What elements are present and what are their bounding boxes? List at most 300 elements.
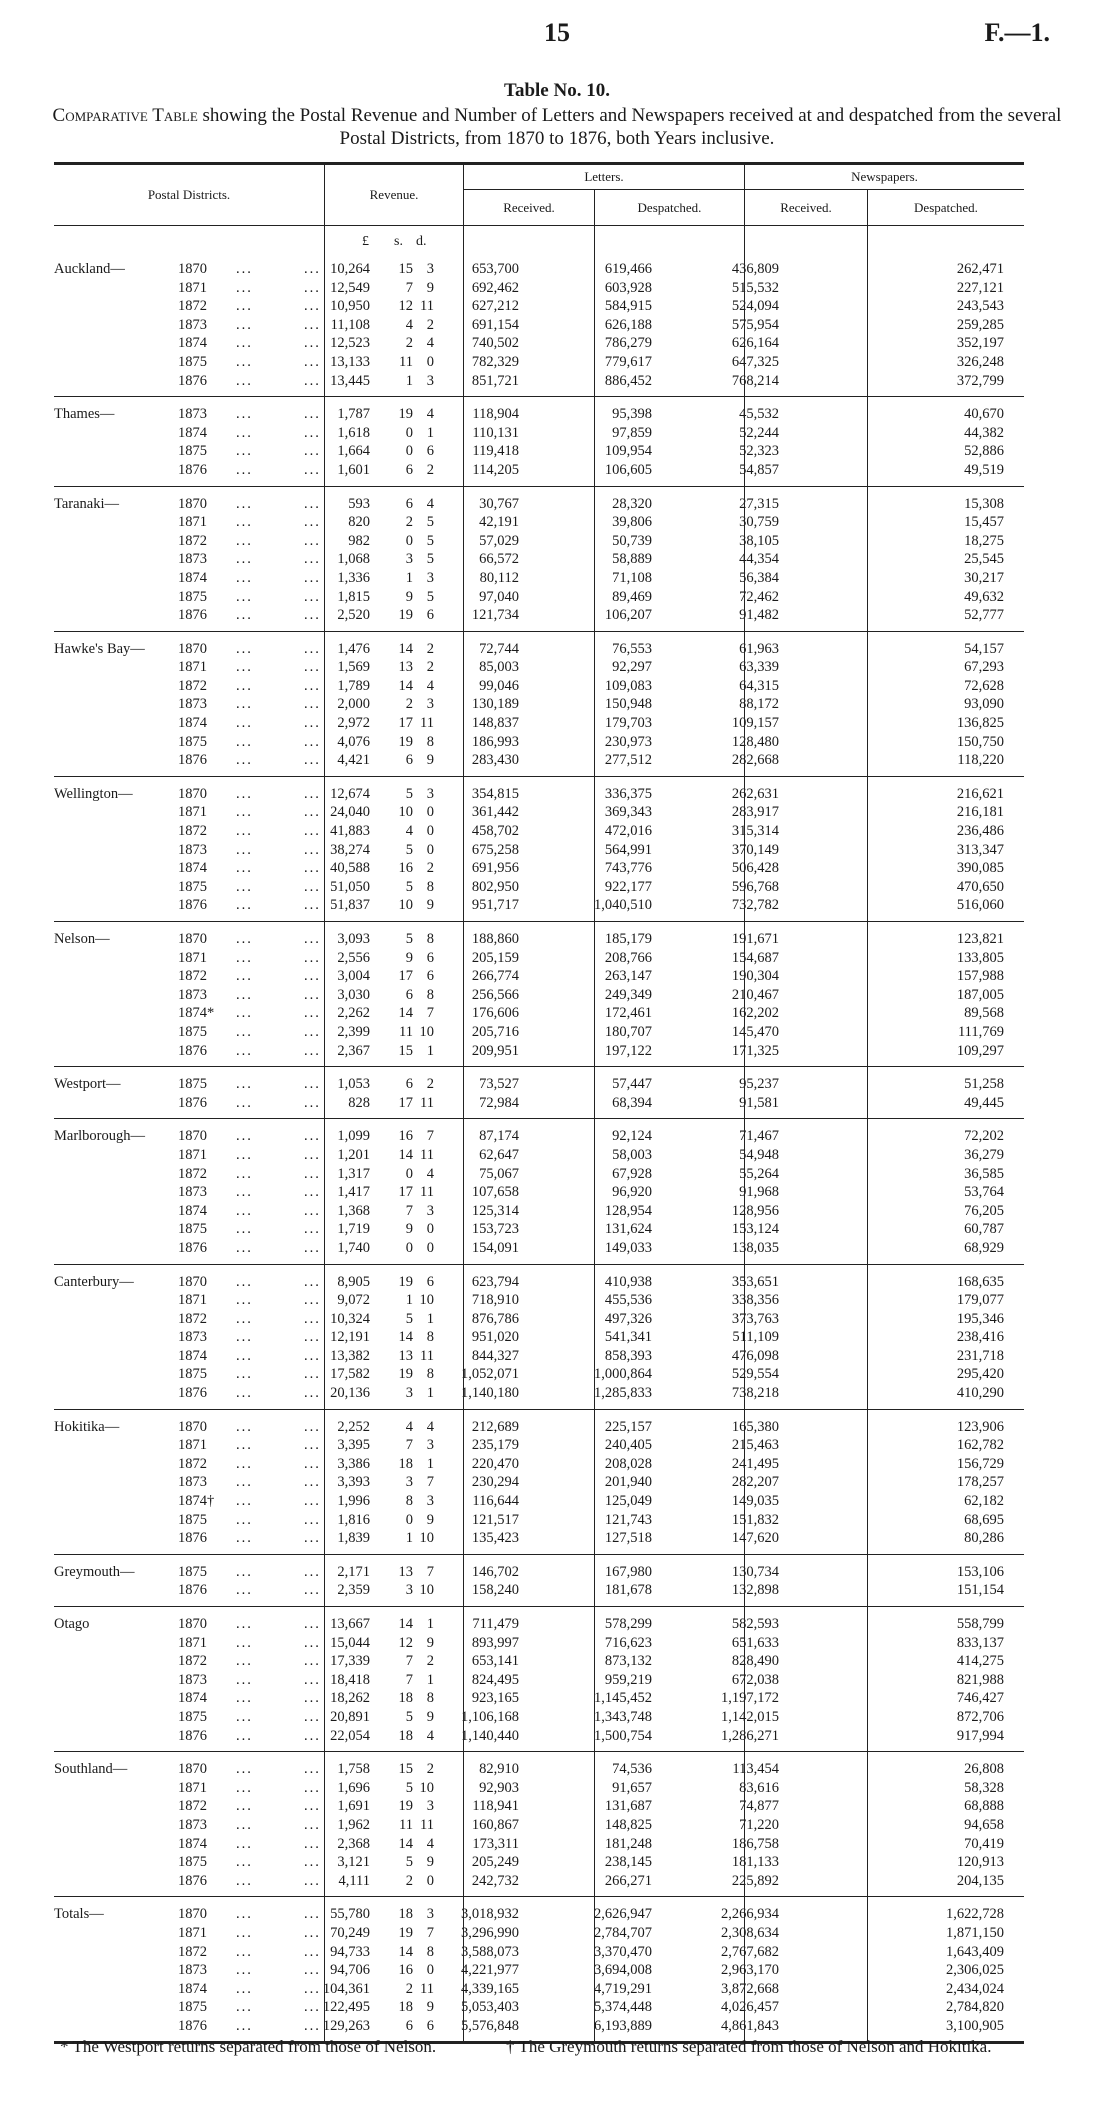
- letters-received: 114,205: [472, 461, 519, 478]
- revenue-pence: 0: [426, 1239, 434, 1256]
- revenue-pounds: 12,674: [330, 785, 370, 802]
- newspapers-despatched: 390,085: [956, 860, 1004, 877]
- leader-dots: ...: [236, 461, 253, 478]
- letters-received: 740,502: [471, 335, 519, 352]
- leader-dots: ...: [236, 1165, 253, 1182]
- newspapers-despatched: 2,434,024: [946, 1980, 1004, 1997]
- revenue-pounds: 18,262: [330, 1690, 370, 1707]
- revenue-pence: 7: [426, 1924, 434, 1941]
- leader-dots: ...: [304, 1634, 321, 1651]
- revenue-pence: 9: [426, 1511, 434, 1528]
- leader-dots: ...: [304, 659, 321, 676]
- divider: [324, 165, 325, 225]
- newspapers-despatched: 52,777: [964, 607, 1004, 624]
- newspapers-despatched: 1,871,150: [946, 1924, 1004, 1941]
- leader-dots: ...: [304, 1816, 321, 1833]
- revenue-pence: 5: [426, 588, 434, 605]
- year-cell: 1871: [178, 1924, 207, 1941]
- revenue-pence: 7: [426, 1474, 434, 1491]
- table-row: [54, 461, 1024, 480]
- revenue-shillings: 3: [405, 1582, 413, 1599]
- revenue-pence: 7: [426, 1128, 434, 1145]
- district-name: Canterbury—: [54, 1273, 134, 1290]
- leader-dots: ...: [236, 1366, 253, 1383]
- letters-received: 951,717: [471, 897, 519, 914]
- revenue-pounds: 1,099: [337, 1128, 370, 1145]
- district-group: [54, 922, 1024, 1067]
- revenue-pounds: 1,336: [337, 569, 370, 586]
- table-row: [54, 1905, 1024, 1924]
- district-name: Thames—: [54, 406, 115, 423]
- revenue-shillings: 2: [405, 1872, 413, 1889]
- leader-dots: ...: [236, 1708, 253, 1725]
- letters-despatched: 109,954: [604, 443, 652, 460]
- year-cell: 1876: [178, 461, 207, 478]
- table-row: [54, 878, 1024, 897]
- leader-dots: ...: [304, 298, 321, 315]
- newspapers-despatched: 558,799: [956, 1616, 1004, 1632]
- revenue-pounds: 3,030: [337, 986, 370, 1003]
- revenue-pence: 9: [426, 1854, 434, 1871]
- letters-received: 3,588,073: [461, 1943, 519, 1960]
- table-row: [54, 424, 1024, 443]
- revenue-shillings: 5: [405, 878, 413, 895]
- newspapers-despatched: 123,906: [956, 1418, 1004, 1435]
- revenue-pounds: 104,361: [322, 1980, 370, 1997]
- revenue-shillings: 5: [405, 785, 413, 802]
- revenue-pence: 8: [426, 1366, 434, 1383]
- leader-dots: ...: [236, 785, 253, 802]
- leader-dots: ...: [304, 785, 321, 802]
- revenue-pence: 1: [426, 1385, 434, 1402]
- table-row: [54, 1563, 1024, 1582]
- letters-received: 220,470: [471, 1455, 519, 1472]
- year-cell: 1874: [178, 715, 207, 732]
- letters-received: 711,479: [472, 1616, 519, 1632]
- newspapers-received: 575,954: [731, 316, 779, 333]
- revenue-shillings: 18: [398, 1727, 413, 1744]
- year-cell: 1872: [178, 823, 207, 840]
- newspapers-received: 828,490: [731, 1653, 779, 1670]
- revenue-pence: 3: [426, 785, 434, 802]
- revenue-pounds: 122,495: [322, 1999, 370, 2016]
- newspapers-despatched: 76,205: [964, 1202, 1004, 1219]
- revenue-pounds: 94,733: [330, 1943, 370, 1960]
- letters-despatched: 238,145: [604, 1854, 652, 1871]
- revenue-pence: 6: [426, 2017, 434, 2034]
- unit-pence: d.: [416, 234, 427, 249]
- letters-received: 361,442: [471, 804, 519, 821]
- revenue-pounds: 94,706: [330, 1962, 370, 1979]
- newspapers-received: 651,633: [731, 1634, 779, 1651]
- newspapers-received: 282,668: [731, 752, 779, 769]
- district-group: [54, 397, 1024, 486]
- revenue-shillings: 17: [398, 968, 413, 985]
- revenue-pounds: 4,076: [337, 733, 370, 750]
- newspapers-despatched: 3,100,905: [946, 2017, 1004, 2034]
- leader-dots: ...: [304, 1582, 321, 1599]
- letters-despatched: 197,122: [604, 1042, 652, 1059]
- letters-received: 5,053,403: [461, 1999, 519, 2016]
- revenue-pence: 4: [426, 1727, 434, 1744]
- leader-dots: ...: [304, 677, 321, 694]
- letters-received: 627,212: [471, 298, 519, 315]
- letters-received: 242,732: [471, 1872, 519, 1889]
- leader-dots: ...: [236, 353, 253, 370]
- letters-received: 30,767: [479, 495, 519, 512]
- newspapers-received: 91,581: [739, 1094, 779, 1111]
- revenue-shillings: 4: [405, 1418, 413, 1435]
- revenue-shillings: 6: [405, 2017, 413, 2034]
- letters-despatched: 369,343: [604, 804, 652, 821]
- revenue-shillings: 7: [405, 279, 413, 296]
- newspapers-received: 52,323: [739, 443, 779, 460]
- table-row: [54, 1455, 1024, 1474]
- letters-received: 97,040: [479, 588, 519, 605]
- leader-dots: ...: [236, 1906, 253, 1923]
- newspapers-despatched: 53,764: [964, 1184, 1004, 1201]
- revenue-shillings: 6: [405, 1076, 413, 1093]
- district-group: [54, 1897, 1024, 2044]
- revenue-pence: 4: [426, 1835, 434, 1852]
- year-cell: 1875: [178, 353, 207, 370]
- district-group: [54, 1265, 1024, 1410]
- revenue-pounds: 12,549: [330, 279, 370, 296]
- revenue-shillings: 14: [398, 1835, 413, 1852]
- leader-dots: ...: [304, 804, 321, 821]
- table-row: [54, 550, 1024, 569]
- letters-despatched: 3,694,008: [594, 1962, 652, 1979]
- revenue-shillings: 5: [405, 931, 413, 947]
- revenue-pounds: 1,691: [337, 1798, 370, 1815]
- letters-despatched: 3,370,470: [594, 1943, 652, 1960]
- table-row: [54, 1943, 1024, 1962]
- revenue-pence: 2: [426, 860, 434, 877]
- district-name: Auckland—: [54, 261, 125, 277]
- letters-despatched: 240,405: [604, 1437, 652, 1454]
- newspapers-received: 83,616: [739, 1779, 779, 1796]
- table-row: [54, 1727, 1024, 1746]
- leader-dots: ...: [236, 1437, 253, 1454]
- letters-despatched: 208,766: [604, 949, 652, 966]
- newspapers-received: 191,671: [731, 931, 779, 947]
- revenue-pounds: 1,996: [337, 1493, 370, 1510]
- newspapers-received: 506,428: [731, 860, 779, 877]
- leader-dots: ...: [236, 640, 253, 657]
- leader-dots: ...: [236, 659, 253, 676]
- table-row: [54, 640, 1024, 659]
- revenue-pounds: 1,569: [337, 659, 370, 676]
- leader-dots: ...: [304, 841, 321, 858]
- newspapers-despatched: 746,427: [956, 1690, 1004, 1707]
- leader-dots: ...: [236, 1273, 253, 1290]
- year-cell: 1876: [178, 372, 207, 389]
- revenue-pounds: 41,883: [330, 823, 370, 840]
- revenue-pence: 11: [420, 1347, 434, 1364]
- revenue-pence: 6: [426, 949, 434, 966]
- revenue-pounds: 10,264: [330, 261, 370, 277]
- revenue-pence: 2: [426, 1653, 434, 1670]
- letters-despatched: 201,940: [604, 1474, 652, 1491]
- revenue-pounds: 13,133: [330, 353, 370, 370]
- letters-received: 824,495: [471, 1671, 519, 1688]
- letters-received: 42,191: [479, 514, 519, 531]
- revenue-pence: 4: [426, 406, 434, 423]
- leader-dots: ...: [304, 1727, 321, 1744]
- revenue-pounds: 10,324: [330, 1310, 370, 1327]
- newspapers-despatched: 54,157: [964, 640, 1004, 657]
- letters-despatched: 67,928: [612, 1165, 652, 1182]
- letters-received: 99,046: [479, 677, 519, 694]
- leader-dots: ...: [236, 1202, 253, 1219]
- table-row: [54, 1998, 1024, 2017]
- letters-despatched: 922,177: [604, 878, 652, 895]
- newspapers-despatched: 68,888: [964, 1798, 1004, 1815]
- leader-dots: ...: [236, 424, 253, 441]
- year-cell: 1874: [178, 1690, 207, 1707]
- leader-dots: ...: [304, 968, 321, 985]
- table-row: [54, 1220, 1024, 1239]
- letters-despatched: 91,657: [612, 1779, 652, 1796]
- table-row: [54, 372, 1024, 391]
- year-cell: 1873: [178, 1962, 207, 1979]
- leader-dots: ...: [236, 372, 253, 389]
- leader-dots: ...: [236, 1962, 253, 1979]
- year-cell: 1873: [178, 1329, 207, 1346]
- leader-dots: ...: [236, 823, 253, 840]
- newspapers-received: 74,877: [739, 1798, 779, 1815]
- table-row: [54, 930, 1024, 949]
- leader-dots: ...: [236, 1347, 253, 1364]
- divider: [594, 190, 595, 225]
- leader-dots: ...: [304, 1653, 321, 1670]
- newspapers-received: 190,304: [731, 968, 779, 985]
- table-row: [54, 1652, 1024, 1671]
- newspapers-received: 130,734: [731, 1563, 779, 1580]
- revenue-pence: 9: [426, 752, 434, 769]
- revenue-pounds: 1,618: [337, 424, 370, 441]
- newspapers-despatched: 67,293: [964, 659, 1004, 676]
- leader-dots: ...: [236, 261, 253, 277]
- letters-despatched: 106,605: [604, 461, 652, 478]
- table-row: [54, 1075, 1024, 1094]
- revenue-pence: 8: [426, 1329, 434, 1346]
- leader-dots: ...: [304, 1329, 321, 1346]
- year-cell: 1874: [178, 1347, 207, 1364]
- letters-despatched: 455,536: [604, 1292, 652, 1309]
- leader-dots: ...: [304, 1906, 321, 1923]
- year-cell: 1875: [178, 1708, 207, 1725]
- revenue-shillings: 18: [398, 1690, 413, 1707]
- table-row: [54, 1273, 1024, 1292]
- revenue-pounds: 3,004: [337, 968, 370, 985]
- year-cell: 1871: [178, 1146, 207, 1163]
- letters-despatched: 779,617: [604, 353, 652, 370]
- revenue-pounds: 1,317: [337, 1165, 370, 1182]
- newspapers-despatched: 216,621: [956, 785, 1004, 802]
- year-cell: 1874: [178, 1980, 207, 1997]
- revenue-shillings: 0: [405, 532, 413, 549]
- year-cell: 1873: [178, 696, 207, 713]
- revenue-pence: 5: [426, 514, 434, 531]
- newspapers-received: 64,315: [739, 677, 779, 694]
- newspapers-despatched: 227,121: [956, 279, 1004, 296]
- revenue-shillings: 15: [398, 1042, 413, 1059]
- letters-despatched: 74,536: [612, 1761, 652, 1778]
- leader-dots: ...: [304, 1005, 321, 1022]
- table-row: [54, 513, 1024, 532]
- revenue-pounds: 10,950: [330, 298, 370, 315]
- newspapers-despatched: 216,181: [956, 804, 1004, 821]
- revenue-pounds: 9,072: [337, 1292, 370, 1309]
- revenue-shillings: 16: [398, 1962, 413, 1979]
- letters-received: 5,576,848: [461, 2017, 519, 2034]
- table-row: [54, 1492, 1024, 1511]
- leader-dots: ...: [236, 841, 253, 858]
- revenue-pounds: 17,582: [330, 1366, 370, 1383]
- district-group: [54, 1752, 1024, 1897]
- caption-lead: Comparative Table: [52, 105, 198, 126]
- revenue-pounds: 3,093: [337, 931, 370, 947]
- revenue-shillings: 18: [398, 1999, 413, 2016]
- letters-received: 87,174: [479, 1128, 519, 1145]
- newspapers-despatched: 62,182: [964, 1493, 1004, 1510]
- revenue-pounds: 4,421: [337, 752, 370, 769]
- leader-dots: ...: [304, 1221, 321, 1238]
- letters-despatched: 6,193,889: [594, 2017, 652, 2034]
- revenue-shillings: 5: [405, 1779, 413, 1796]
- newspapers-received: 162,202: [731, 1005, 779, 1022]
- leader-dots: ...: [236, 1854, 253, 1871]
- year-cell: 1873: [178, 406, 207, 423]
- newspapers-despatched: 178,257: [956, 1474, 1004, 1491]
- revenue-pence: 4: [426, 1165, 434, 1182]
- newspapers-despatched: 36,279: [964, 1146, 1004, 1163]
- revenue-shillings: 13: [398, 1563, 413, 1580]
- newspapers-despatched: 243,543: [956, 298, 1004, 315]
- letters-despatched: 249,349: [604, 986, 652, 1003]
- district-name: Hawke's Bay—: [54, 640, 145, 657]
- revenue-pence: 4: [426, 335, 434, 352]
- revenue-shillings: 19: [398, 1798, 413, 1815]
- revenue-shillings: 8: [405, 1493, 413, 1510]
- revenue-pounds: 24,040: [330, 804, 370, 821]
- revenue-shillings: 14: [398, 1329, 413, 1346]
- table-row: [54, 803, 1024, 822]
- table-row: [54, 1581, 1024, 1600]
- newspapers-despatched: 2,306,025: [946, 1962, 1004, 1979]
- revenue-pounds: 38,274: [330, 841, 370, 858]
- table-row: [54, 532, 1024, 551]
- revenue-pence: 10: [419, 1530, 434, 1547]
- leader-dots: ...: [304, 1310, 321, 1327]
- leader-dots: ...: [304, 696, 321, 713]
- newspapers-received: 338,356: [731, 1292, 779, 1309]
- table-row: [54, 588, 1024, 607]
- leader-dots: ...: [236, 1076, 253, 1093]
- letters-despatched: 97,859: [612, 424, 652, 441]
- revenue-shillings: 9: [405, 949, 413, 966]
- letters-received: 82,910: [479, 1761, 519, 1778]
- header-revenue: Revenue.: [369, 187, 419, 202]
- letters-despatched: 584,915: [604, 298, 652, 315]
- letters-despatched: 225,157: [604, 1418, 652, 1435]
- letters-received: 188,860: [471, 931, 519, 947]
- leader-dots: ...: [236, 1474, 253, 1491]
- newspapers-received: 154,687: [731, 949, 779, 966]
- revenue-pence: 3: [426, 261, 434, 277]
- newspapers-despatched: 68,695: [964, 1511, 1004, 1528]
- letters-received: 256,566: [471, 986, 519, 1003]
- leader-dots: ...: [236, 1146, 253, 1163]
- revenue-pounds: 820: [348, 514, 370, 531]
- revenue-pence: 8: [426, 733, 434, 750]
- letters-received: 154,091: [471, 1239, 519, 1256]
- revenue-pence: 1: [426, 424, 434, 441]
- letters-despatched: 131,624: [604, 1221, 652, 1238]
- table-row: [54, 1671, 1024, 1690]
- letters-despatched: 873,132: [604, 1653, 652, 1670]
- revenue-pence: 11: [420, 1094, 434, 1111]
- revenue-pounds: 2,000: [337, 696, 370, 713]
- leader-dots: ...: [304, 1418, 321, 1435]
- leader-dots: ...: [304, 406, 321, 423]
- newspapers-despatched: 414,275: [956, 1653, 1004, 1670]
- leader-dots: ...: [304, 279, 321, 296]
- newspapers-despatched: 262,471: [956, 261, 1004, 277]
- newspapers-received: 38,105: [739, 532, 779, 549]
- letters-despatched: 180,707: [604, 1023, 652, 1040]
- table-row: [54, 1473, 1024, 1492]
- revenue-shillings: 16: [398, 1128, 413, 1145]
- newspapers-despatched: 156,729: [956, 1455, 1004, 1472]
- newspapers-received: 186,758: [731, 1835, 779, 1852]
- year-cell: 1871: [178, 949, 207, 966]
- leader-dots: ...: [304, 514, 321, 531]
- year-cell: 1876: [178, 752, 207, 769]
- newspapers-received: 647,325: [731, 353, 779, 370]
- newspapers-received: 113,454: [732, 1761, 779, 1778]
- year-cell: 1876: [178, 2017, 207, 2034]
- letters-despatched: 128,954: [604, 1202, 652, 1219]
- leader-dots: ...: [304, 752, 321, 769]
- year-cell: 1875: [178, 1563, 207, 1580]
- letters-despatched: 167,980: [604, 1563, 652, 1580]
- leader-dots: ...: [236, 804, 253, 821]
- year-cell: 1871: [178, 279, 207, 296]
- district-group: [54, 1607, 1024, 1752]
- revenue-shillings: 19: [398, 607, 413, 624]
- table-row: [54, 1872, 1024, 1891]
- revenue-shillings: 9: [405, 588, 413, 605]
- revenue-pence: 9: [426, 1634, 434, 1651]
- revenue-pounds: 1,696: [337, 1779, 370, 1796]
- table-row: [54, 1760, 1024, 1779]
- year-cell: 1876: [178, 897, 207, 914]
- letters-despatched: 619,466: [604, 261, 652, 277]
- revenue-shillings: 6: [405, 461, 413, 478]
- letters-received: 107,658: [471, 1184, 519, 1201]
- table-row: [54, 1146, 1024, 1165]
- revenue-shillings: 14: [398, 1616, 413, 1632]
- page-number: 15: [544, 18, 570, 47]
- leader-dots: ...: [236, 1239, 253, 1256]
- revenue-shillings: 0: [405, 1239, 413, 1256]
- revenue-pounds: 22,054: [330, 1727, 370, 1744]
- year-cell: 1870: [178, 261, 207, 277]
- leader-dots: ...: [304, 640, 321, 657]
- table-row: [54, 1779, 1024, 1798]
